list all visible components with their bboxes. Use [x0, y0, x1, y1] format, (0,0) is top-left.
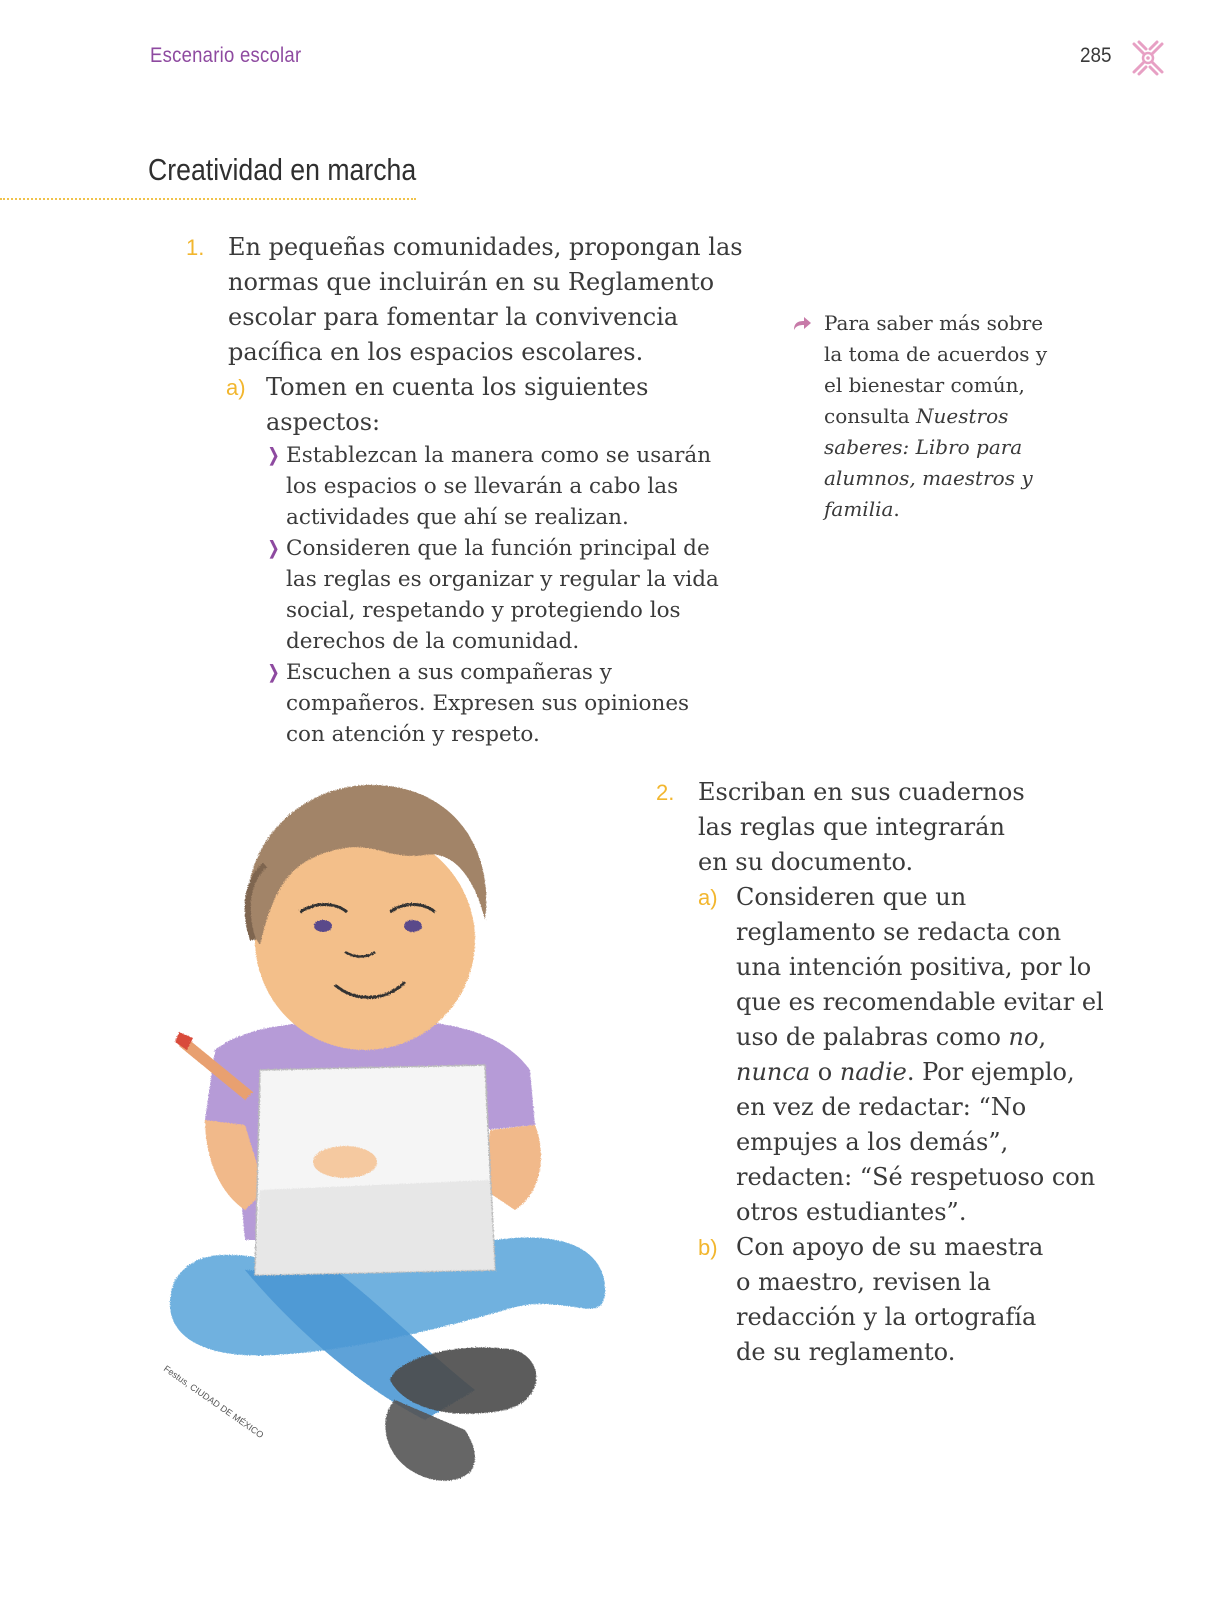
word-nunca: nunca: [736, 1058, 811, 1086]
sub-b-text: Con apoyo de su maestra o maestro, revisen la redacción y la ortografía de su reglamento.: [736, 1233, 1044, 1366]
activity-1-number: 1.: [186, 235, 205, 260]
activity-2-sub-b: [698, 1230, 1046, 1370]
bullet-text: Escuchen a sus compañeras y compañeros. Expresen sus opiniones con atención y respeto.: [286, 660, 690, 747]
illustration-credit: Festus, CIUDAD DE MÉXICO: [161, 1363, 266, 1441]
activity-2-text: Escriban en sus cuadernos las reglas que integrarán en su documento.: [698, 778, 1025, 876]
activity-1: [186, 230, 766, 750]
sub-a-letter: a): [226, 375, 246, 400]
separator: o: [810, 1058, 840, 1086]
bullet-marker: ❭: [266, 445, 282, 465]
activity-1-item: [186, 230, 766, 750]
sub-a-letter: a): [698, 885, 718, 910]
book-title: Nuestros saberes: Libro para alumnos, maestros y familia: [824, 404, 1033, 521]
sub-b-letter: b): [698, 1235, 718, 1260]
activity-1-sub-a: [226, 370, 766, 750]
side-note-end: .: [893, 497, 900, 521]
arrow-right-icon: [792, 316, 812, 332]
activity-2-item: [656, 775, 1106, 1370]
title-divider: [0, 198, 416, 200]
bullet-marker: ❭: [266, 662, 282, 682]
activity-1-text: En pequeñas comunidades, propongan las normas que incluirán en su Reglamento escolar para fomentar la convivencia pacífica en los espacios escolares.: [228, 233, 743, 366]
word-nadie: nadie: [839, 1058, 907, 1086]
woven-star-icon: [1130, 40, 1166, 76]
sub-a-text-2: . Por ejemplo, en vez de redactar: “No empujes a los demás”, redacten: “Sé respetuoso con otros estudiantes”.: [736, 1058, 1096, 1226]
bullet-marker: ❭: [266, 538, 282, 558]
page-number: 285: [1080, 44, 1112, 67]
section-title: Creatividad en marcha: [148, 152, 417, 187]
side-note-text: Para saber más sobre la toma de acuerdos y el bienestar común, consulta: [824, 311, 1048, 428]
activity-2-sub-a: [698, 880, 1106, 1230]
section-name: Escenario escolar: [150, 44, 302, 67]
bullet-text: Consideren que la función principal de las reglas es organizar y regular la vida social, respetando y protegiendo los derechos de la comunidad.: [286, 536, 719, 654]
aspects-list: [266, 440, 726, 750]
list-item: [266, 657, 726, 750]
child-with-notebook-illustration: [135, 770, 635, 1500]
sub-a-text-1: Consideren que un reglamento se redacta con una intención positiva, por lo que es recomendable evitar el uso de palabras como: [736, 883, 1104, 1051]
sub-a-text: Tomen en cuenta los siguientes aspectos:: [266, 373, 649, 436]
word-no: no: [1008, 1023, 1039, 1051]
side-note: [798, 308, 1058, 525]
activity-2: [656, 775, 1106, 1370]
separator: ,: [1038, 1023, 1047, 1051]
activity-2-number: 2.: [656, 780, 675, 805]
list-item: [266, 533, 726, 657]
bullet-text: Establezcan la manera como se usarán los espacios o se llevarán a cabo las actividades que ahí se realizan.: [286, 443, 712, 530]
list-item: [266, 440, 726, 533]
